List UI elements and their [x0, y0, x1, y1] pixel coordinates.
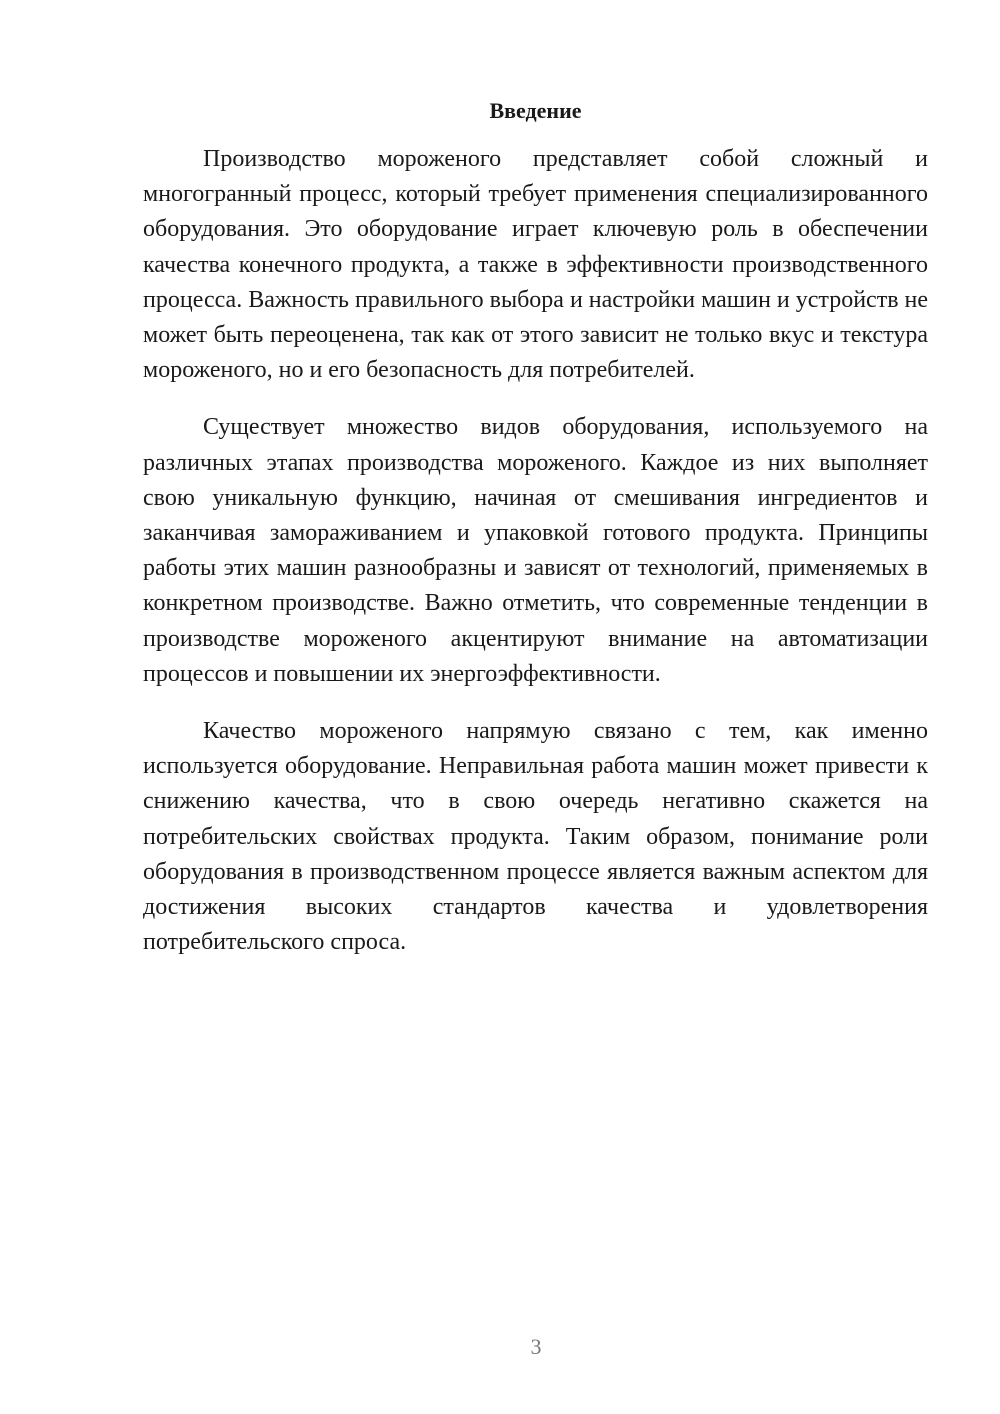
page-number: 3 — [530, 1334, 542, 1359]
body-text — [143, 142, 928, 982]
paragraph-3: Качество мороженого напрямую связано с тем, как именно используется оборудование. Неправильная работа машин может привести к снижению качества, что в свою очередь негативно скажется на потребительских свойствах продукта. Таким образом, понимание роли оборудования в производственном процессе является важным аспектом для достижения высоких стандартов качества и удовлетворения потребительского спроса. — [143, 718, 928, 956]
paragraph-2: Существует множество видов оборудования, используемого на различных этапах производства мороженого. Каждое из них выполняет свою уникальную функцию, начиная от смешивания ингредиентов и заканчивая замораживанием и упаковкой готового продукта. Принципы работы этих машин разнообразны и зависят от технологий, применяемых в конкретном производстве. Важно отметить, что современные тенденции в производстве мороженого акцентируют внимание на автоматизации процессов и повышении их энергоэффективности. — [143, 414, 928, 687]
page-title: Введение — [489, 98, 582, 123]
paragraph-1: Производство мороженого представляет собой сложный и многогранный процесс, который требует применения специализированного оборудования. Это оборудование играет ключевую роль в обеспечении качества конечного продукта, а также в эффективности производственного процесса. Важность правильного выбора и настройки машин и устройств не может быть переоценена, так как от этого зависит не только вкус и текстура мороженого, но и его безопасность для потребителей. — [143, 146, 929, 384]
